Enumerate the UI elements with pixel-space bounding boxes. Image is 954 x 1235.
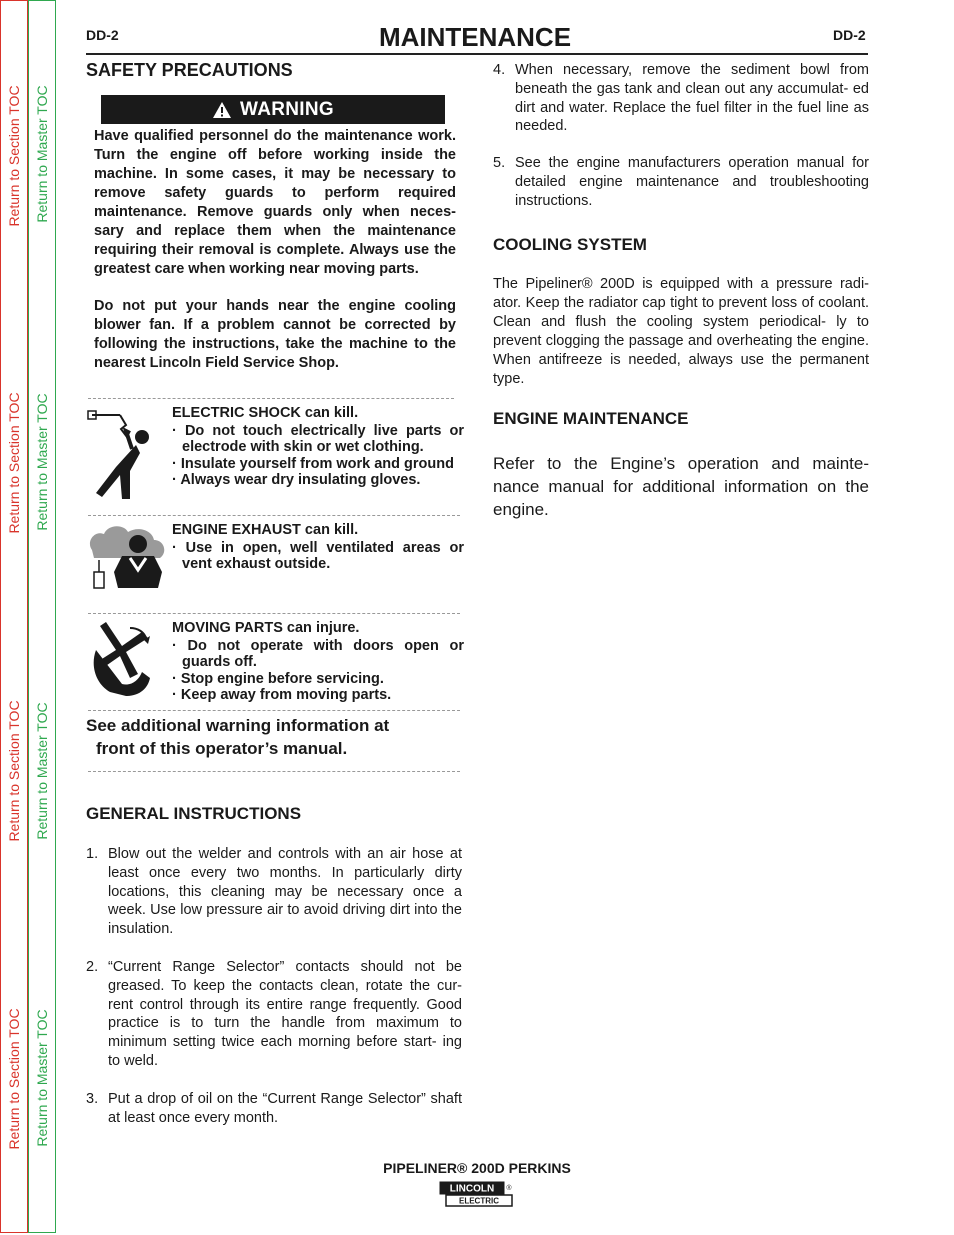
section-toc-tab bbox=[0, 0, 28, 1233]
general-instructions bbox=[86, 804, 462, 1127]
hazard-item: · Do not touch electrically live parts or electrode with skin or wet clothing. bbox=[172, 423, 464, 456]
page-title: MAINTENANCE bbox=[378, 22, 572, 52]
footer-product-name: PIPELINER® 200D PERKINS bbox=[383, 1160, 571, 1176]
warning-label: WARNING bbox=[240, 98, 334, 120]
hazard-title: ELECTRIC SHOCK can kill. bbox=[172, 405, 359, 421]
moving-parts-icon bbox=[86, 620, 158, 700]
list-item-text: See the engine manufacturers operation manual for detailed engine maintenance and troubleshooting instructions. bbox=[515, 155, 869, 209]
engine-maintenance-text: Refer to the Engine’s operation and mainte- nance manual for additional information on the engine. bbox=[493, 453, 869, 519]
maintenance-list-continued bbox=[493, 61, 869, 211]
return-to-section-toc-link-4[interactable]: Return to Section TOC bbox=[6, 1008, 22, 1150]
warning-banner bbox=[101, 95, 445, 124]
hazard-engine-exhaust bbox=[86, 522, 464, 608]
list-item bbox=[86, 958, 462, 1071]
return-to-section-toc-link-1[interactable]: Return to Section TOC bbox=[6, 85, 22, 227]
list-item-number: 3. bbox=[86, 1090, 99, 1107]
cooling-system-text: The Pipeliner® 200D is equipped with a pressure radi- ator. Keep the radiator cap tight to prevent loss of coolant. Clean and flush the cooling system periodical- ly to prevent clogging the passage and overheating the engine. When antifreeze is needed, always use the permanent type. bbox=[493, 275, 869, 387]
list-item bbox=[86, 845, 462, 939]
return-to-section-toc-link-2[interactable]: Return to Section TOC bbox=[6, 392, 22, 534]
logo-bottom-text: ELECTRIC bbox=[459, 1196, 499, 1206]
hazard-item: · Do not operate with doors open or guards off. bbox=[172, 638, 464, 671]
hazard-title: ENGINE EXHAUST can kill. bbox=[172, 522, 359, 538]
list-item-number: 4. bbox=[493, 62, 506, 78]
header-divider bbox=[86, 53, 868, 55]
warning-triangle-icon bbox=[212, 101, 232, 119]
list-item-text: Put a drop of oil on the “Current Range Selector” shaft at least once every month. bbox=[108, 1090, 462, 1126]
cooling-system-heading: COOLING SYSTEM bbox=[493, 234, 647, 254]
page-code-right: DD-2 bbox=[833, 27, 866, 43]
hazard-moving-parts bbox=[86, 620, 464, 708]
divider bbox=[88, 613, 460, 614]
lincoln-electric-logo bbox=[438, 1180, 514, 1208]
list-item bbox=[493, 154, 869, 210]
safety-paragraph-2: Do not put your hands near the engine cooling blower fan. If a problem cannot be corrected by following the instructions, take the machine to the nearest Lincoln Field Service Shop. bbox=[94, 298, 456, 371]
divider bbox=[88, 710, 460, 711]
list-item bbox=[493, 61, 869, 136]
logo-registered-mark: ® bbox=[506, 1185, 512, 1192]
list-item-number: 2. bbox=[86, 958, 99, 975]
return-to-master-toc-link-4[interactable]: Return to Master TOC bbox=[34, 1009, 50, 1147]
hazard-list bbox=[172, 638, 464, 704]
engine-maintenance-heading: ENGINE MAINTENANCE bbox=[493, 408, 689, 428]
see-additional-line-2: front of this operator’s manual. bbox=[96, 739, 348, 758]
engine-exhaust-icon bbox=[86, 522, 168, 594]
hazard-item: · Keep away from moving parts. bbox=[172, 687, 464, 704]
general-instructions-heading: GENERAL INSTRUCTIONS bbox=[86, 804, 302, 823]
safety-heading-wrap bbox=[86, 60, 464, 81]
list-item-text: When necessary, remove the sediment bowl from beneath the gas tank and clean out any accumulat- ed dirt and water. Replace the fuel filter in the fuel line as needed. bbox=[515, 62, 869, 135]
electric-shock-icon bbox=[86, 405, 166, 505]
divider bbox=[88, 398, 454, 399]
safety-text bbox=[94, 127, 456, 373]
list-item-text: “Current Range Selector” contacts should not be greased. To keep the contacts clean, rotate the cur- rent control through its entire range frequently. Good practice is to turn the handle from maximum to minimum setting twice each morning before start- ing to weld. bbox=[108, 958, 462, 1069]
hazard-item: · Always wear dry insulating gloves. bbox=[172, 472, 464, 489]
hazard-title: MOVING PARTS can injure. bbox=[172, 620, 360, 636]
divider bbox=[88, 515, 460, 516]
see-additional-line-1: See additional warning information at bbox=[86, 716, 390, 735]
right-column bbox=[493, 61, 869, 521]
list-item bbox=[86, 1090, 462, 1128]
return-to-section-toc-link-3[interactable]: Return to Section TOC bbox=[6, 700, 22, 842]
list-item-number: 1. bbox=[86, 846, 99, 862]
divider bbox=[88, 771, 460, 772]
return-to-master-toc-link-1[interactable]: Return to Master TOC bbox=[34, 85, 50, 223]
hazard-list bbox=[172, 423, 464, 489]
return-to-master-toc-link-2[interactable]: Return to Master TOC bbox=[34, 393, 50, 531]
safety-precautions-heading: SAFETY PRECAUTIONS bbox=[86, 60, 293, 80]
hazard-item: · Use in open, well ventilated areas or vent exhaust outside. bbox=[172, 540, 464, 573]
logo-top-text: LINCOLN bbox=[449, 1183, 495, 1195]
return-to-master-toc-link-3[interactable]: Return to Master TOC bbox=[34, 702, 50, 840]
hazard-item: · Insulate yourself from work and ground bbox=[172, 456, 464, 473]
list-item-text: Blow out the welder and controls with an air hose at least once every two months. In particularly dirty locations, this cleaning may be necessary once a week. Use low pressure air to avoid driving dirt into the insulation. bbox=[108, 846, 462, 938]
general-instructions-list bbox=[86, 845, 462, 1127]
master-toc-tab bbox=[28, 0, 56, 1233]
list-item-number: 5. bbox=[493, 155, 506, 172]
hazard-list bbox=[172, 540, 464, 573]
see-additional-warning bbox=[86, 714, 463, 760]
page-code-left: DD-2 bbox=[86, 27, 119, 43]
safety-paragraph-1: Have qualified personnel do the maintenance work. Turn the engine off before working inside the machine. In some cases, it may be necessary to remove safety guards to perform required maintenance. Remove guards only when neces- sary and replace them when the maintenance requiring their removal is complete. Always use the greatest care when working near moving parts. bbox=[94, 128, 456, 277]
hazard-item: · Stop engine before servicing. bbox=[172, 671, 464, 688]
hazard-electric-shock bbox=[86, 405, 464, 511]
